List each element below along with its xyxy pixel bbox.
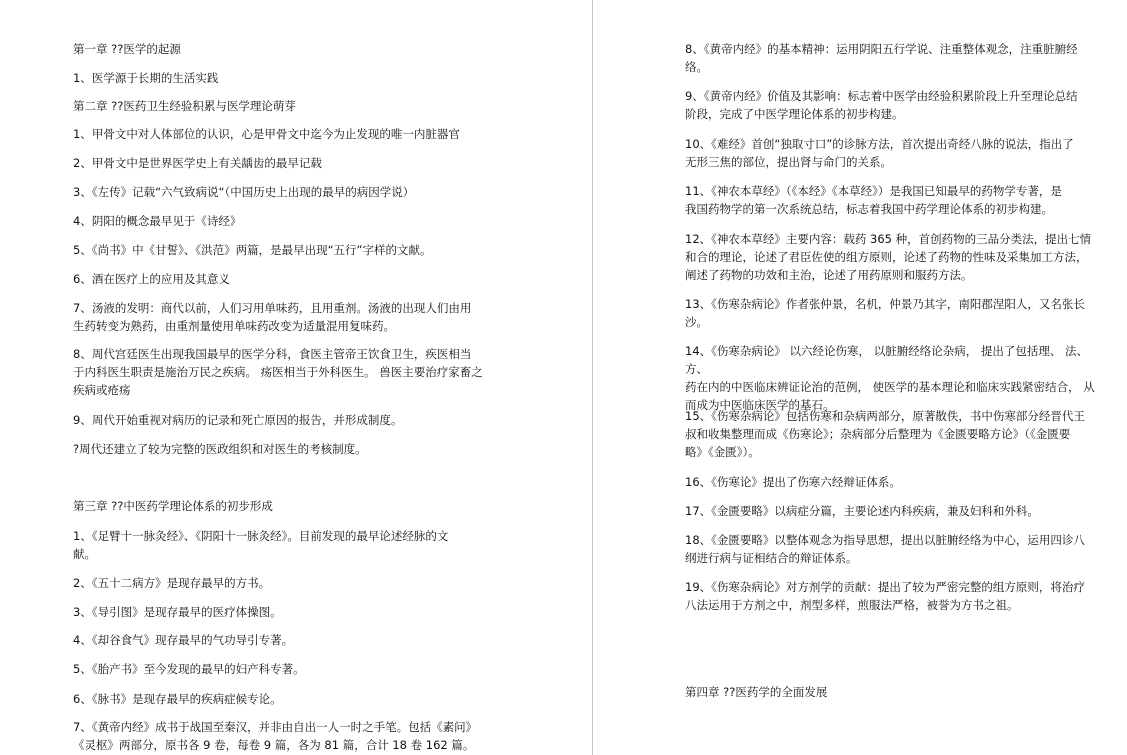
- paragraph: 2、甲骨文中是世界医学史上有关龋齿的最早记载: [73, 156, 322, 170]
- paragraph: 4、《却谷食气》现存最早的气功导引专著。: [73, 633, 294, 647]
- paragraph: 4、阴阳的概念最早见于《诗经》: [73, 214, 242, 228]
- paragraph: 6、《脉书》是现存最早的疾病症候专论。: [73, 692, 282, 706]
- paragraph: 3、《导引图》是现存最早的医疗体操图。: [73, 605, 282, 619]
- right-document-page: [594, 0, 1127, 755]
- paragraph: 6、酒在医疗上的应用及其意义: [73, 272, 230, 286]
- paragraph: 5、《胎产书》至今发现的最早的妇产科专著。: [73, 662, 305, 676]
- paragraph: 5、《尚书》中《甘誓》、《洪范》两篇，是最早出现“五行”字样的文献。: [73, 243, 432, 257]
- paragraph: 3、《左传》记载“六气致病说“（中国历史上出现的最早的病因学说）: [73, 185, 415, 199]
- paragraph: 9、周代开始重视对病历的记录和死亡原因的报告，并形成制度。: [73, 413, 403, 427]
- paragraph: 1、医学源于长期的生活实践: [73, 71, 219, 85]
- paragraph: 11、《神农本草经》（《本经》《本草经》）是我国已知最早的药物学专著，是 我国药物学的第一次系统总结，标志着我国中药学理论体系的初步构建。: [685, 184, 1062, 216]
- paragraph: 16、《伤寒论》提出了伤寒六经辩证体系。: [685, 475, 901, 489]
- paragraph: 8、《黄帝内经》的基本精神：运用阴阳五行学说、注重整体观念，注重脏腑经 络。: [685, 42, 1078, 74]
- page-divider: [592, 0, 593, 755]
- paragraph: 7、《黄帝内经》成书于战国至秦汉，并非由自出一人一时之手笔。包括《素问》 《灵枢》两部分，原书各 9 卷，每卷 9 篇，各为 81 篇，合计 18 卷 162 篇。: [73, 720, 478, 752]
- paragraph: 13、《伤寒杂病论》作者张仲景，名机，仲景乃其字，南阳郡涅阳人，又名张长 沙。: [685, 297, 1085, 329]
- paragraph: 1、《足臂十一脉灸经》、《阴阳十一脉灸经》。目前发现的最早论述经脉的文 献。: [73, 529, 449, 561]
- paragraph: 9、《黄帝内经》价值及其影响：标志着中医学由经验积累阶段上升至理论总结 阶段，完成了中医学理论体系的初步构建。: [685, 89, 1078, 121]
- paragraph: 8、周代宫廷医生出现我国最早的医学分科，食医主管帝王饮食卫生，疾医相当 于内科医生职责是施治万民之疾病。 疡医相当于外科医生。 兽医主要治疗家畜之 疾病或疮疡: [73, 347, 483, 397]
- paragraph: 17、《金匮要略》以病症分篇，主要论述内科疾病，兼及妇科和外科。: [685, 504, 1039, 518]
- paragraph: 15、《伤寒杂病论》包括伤寒和杂病两部分，原著散佚，书中伤寒部分经晋代王 叔和收集整理而成《伤寒论》；杂病部分后整理为《金匮要略方论》（《金匮要 略》《金匮》）。: [685, 409, 1085, 459]
- chapter-4-heading: 第四章 ??医药学的全面发展: [685, 685, 828, 699]
- paragraph: 18、《金匮要略》以整体观念为指导思想，提出以脏腑经络为中心，运用四诊八 纲进行病与证相结合的辩证体系。: [685, 533, 1085, 565]
- paragraph: 14、《伤寒杂病论》 以六经论伤寒， 以脏腑经络论杂病， 提出了包括理、 法、方、 药在内的中医临床辨证论治的范例， 使医学的基本理论和临床实践紧密结合， 从 而成为中医临床医学的基石。: [685, 344, 1095, 412]
- chapter-3-heading: 第三章 ??中医药学理论体系的初步形成: [73, 499, 273, 513]
- paragraph: 12、《神农本草经》主要内容：载药 365 种，首创药物的三品分类法，提出七情 和合的理论，论述了君臣佐使的组方原则，论述了药物的性味及采集加工方法， 阐述了药物的功效和主治，论述了用药原则和服药方法。: [685, 232, 1092, 282]
- chapter-1-heading: 第一章 ??医学的起源: [73, 42, 181, 56]
- paragraph: 10、《难经》首创“独取寸口”的诊脉方法，首次提出奇经八脉的说法，指出了 无形三焦的部位，提出肾与命门的关系。: [685, 137, 1074, 169]
- paragraph: 2、《五十二病方》是现存最早的方书。: [73, 576, 271, 590]
- paragraph: 19、《伤寒杂病论》对方剂学的贡献：提出了较为严密完整的组方原则，将治疗 八法运用于方剂之中，剂型多样，煎服法严格，被誉为方书之祖。: [685, 580, 1085, 612]
- paragraph: ?周代还建立了较为完整的医政组织和对医生的考核制度。: [73, 442, 367, 456]
- paragraph: 7、汤液的发明：商代以前，人们习用单味药，且用重剂。汤液的出现人们由用 生药转变为熟药，由重剂量使用单味药改变为适量混用复味药。: [73, 301, 472, 333]
- chapter-2-heading: 第二章 ??医药卫生经验积累与医学理论萌芽: [73, 99, 296, 113]
- paragraph: 1、甲骨文中对人体部位的认识，心是甲骨文中迄今为止发现的唯一内脏器官: [73, 127, 460, 141]
